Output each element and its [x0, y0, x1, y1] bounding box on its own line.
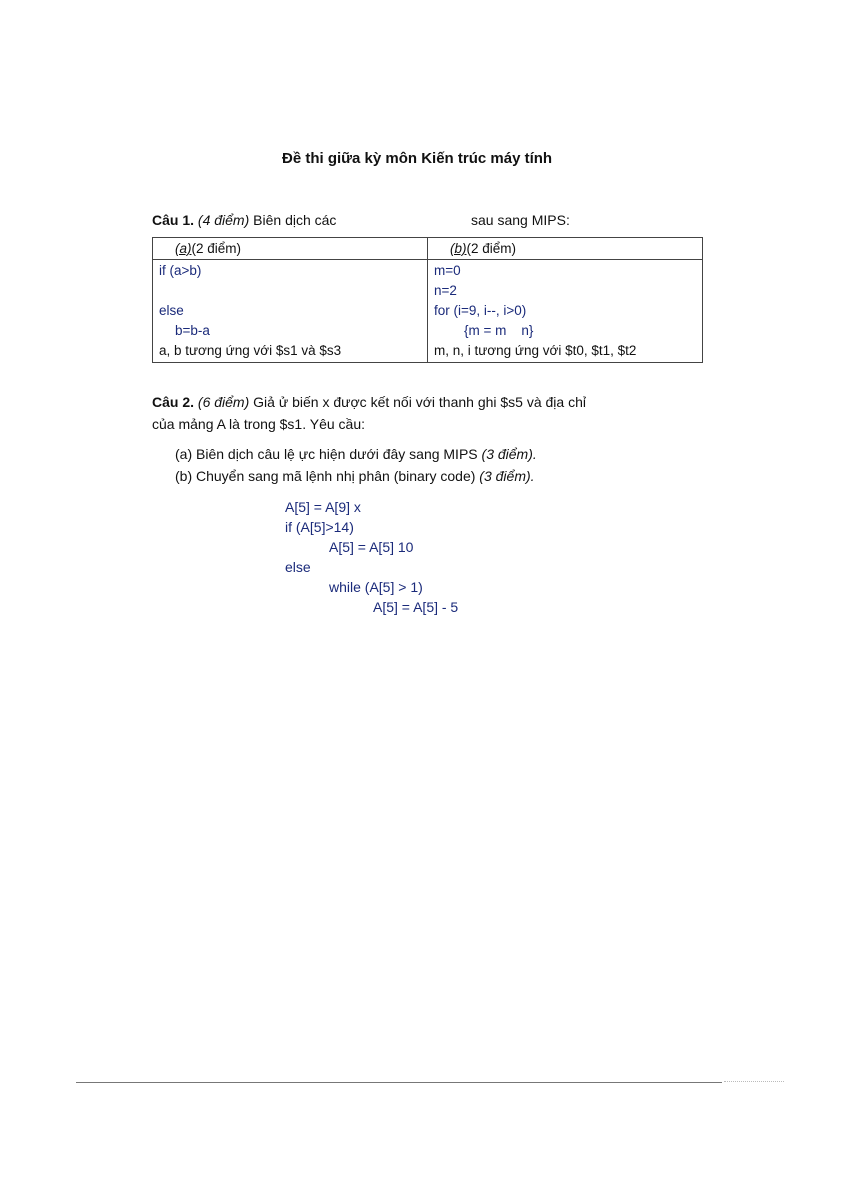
code-line: {m = m n} — [464, 323, 534, 338]
table-header-row — [153, 238, 703, 260]
code-line: if (A[5]>14) — [285, 519, 354, 535]
code-line: n=2 — [434, 283, 457, 298]
code-line: A[5] = A[5] 10 — [329, 539, 414, 555]
question-2-item-a — [175, 446, 537, 462]
question-1-text: Biên dịch các — [253, 212, 337, 228]
question-2-item-b — [175, 468, 535, 484]
code-line — [159, 281, 421, 301]
column-b-header — [428, 238, 703, 260]
code-line: m=0 — [434, 263, 461, 278]
code-line: for (i=9, i--, i>0) — [434, 303, 527, 318]
question-2-heading — [152, 394, 586, 410]
table-body-row — [153, 260, 703, 363]
code-line: A[5] = A[5] - 5 — [373, 599, 459, 615]
question-1-points: (4 điểm) — [197, 212, 250, 228]
question-2-text-line2: của mảng A là trong $s1. Yêu cầu: — [152, 416, 366, 432]
question-1-code-table — [152, 237, 703, 363]
column-a-code — [153, 260, 428, 363]
code-line: a, b tương ứng với $s1 và $s3 — [159, 343, 342, 358]
column-a-header — [153, 238, 428, 260]
column-b-code — [428, 260, 703, 363]
footer-divider — [76, 1082, 722, 1083]
code-line: A[5] = A[9] x — [285, 499, 361, 515]
question-1-heading — [152, 212, 336, 228]
item-b-text: (b) Chuyển sang mã lệnh nhị phân (binary code) — [175, 468, 476, 484]
code-line: m, n, i tương ứng với $t0, $t1, $t2 — [434, 343, 637, 358]
code-line: else — [159, 303, 184, 318]
question-2-points: (6 điểm) — [197, 394, 250, 410]
exam-title: Đề thi giữa kỳ môn Kiến trúc máy tính — [282, 150, 553, 167]
item-a-points: (3 điểm). — [481, 446, 537, 462]
question-2-label: Câu 2. — [152, 394, 195, 410]
code-line: b=b-a — [175, 323, 210, 338]
code-line: else — [285, 559, 311, 575]
code-line: if (a>b) — [159, 263, 202, 278]
question-1-text-cont: sau sang MIPS: — [471, 212, 570, 228]
column-b-points: (2 điểm) — [466, 241, 517, 256]
item-a-text: (a) Biên dịch câu lệ ực hiện dưới đây sang MIPS — [175, 446, 478, 462]
question-2-text: Giả ử biến x được kết nối với thanh ghi $s5 và địa chỉ — [253, 394, 586, 410]
column-a-points: (2 điểm) — [191, 241, 242, 256]
question-1-label: Câu 1. — [152, 212, 195, 228]
footer-divider-dots — [724, 1078, 784, 1082]
column-b-label: (b) — [450, 241, 467, 256]
code-line: while (A[5] > 1) — [329, 579, 423, 595]
item-b-points: (3 điểm). — [479, 468, 535, 484]
column-a-label: (a) — [175, 241, 192, 256]
